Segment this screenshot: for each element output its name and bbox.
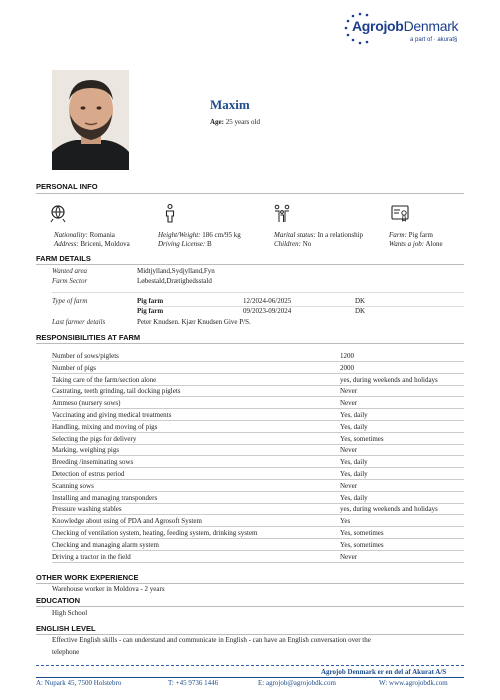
responsibility-row: [52, 458, 464, 467]
responsibility-row: [52, 364, 464, 373]
responsibility-value: yes, during weekends and holidays: [340, 375, 438, 384]
responsibility-value: Never: [340, 481, 358, 490]
divider: [36, 264, 464, 265]
responsibility-row: [52, 553, 464, 562]
responsibility-value: 2000: [340, 363, 354, 372]
responsibility-value: Yes, daily: [340, 422, 368, 431]
responsibility-value: Yes, daily: [340, 470, 368, 478]
row-divider: [52, 526, 464, 527]
section-personal-info: PERSONAL INFO: [36, 182, 98, 191]
responsibility-task: Breeding /inseminating sows: [52, 458, 134, 467]
logo-text: AgrojobDenmark: [352, 18, 459, 34]
responsibility-row: [52, 446, 464, 455]
footer-email[interactable]: E: agrojob@agrojobdk.com: [258, 679, 336, 687]
agrojob-logo: [340, 10, 470, 50]
section-english-level: ENGLISH LEVEL: [36, 624, 96, 633]
nationality-address: Nationality: Romania Address: Briceni, Moldova: [54, 231, 130, 248]
section-other-work: OTHER WORK EXPERIENCE: [36, 573, 139, 582]
row-divider: [52, 385, 464, 386]
height-license: Height/Weight: 186 cm/95 kg Driving License: B: [158, 231, 241, 248]
footer-divider: [36, 665, 464, 666]
responsibility-row: [52, 541, 464, 550]
row-divider: [52, 562, 464, 563]
divider: [36, 606, 464, 607]
responsibility-row: [52, 505, 464, 514]
row-divider: [52, 396, 464, 397]
wanted-area-value: Midtjylland,Sydjylland,Fyn: [137, 267, 215, 275]
farm-period-2: 09/2023-09/2024: [243, 307, 292, 315]
responsibility-task: Selecting the pigs for delivery: [52, 434, 137, 443]
responsibility-value: Yes, sometimes: [340, 434, 384, 443]
english-value-line1: Effective English skills - can understand and communicate in English - can have an English conversation over the: [52, 636, 371, 644]
english-value-line2: telephone: [52, 648, 80, 656]
responsibility-row: [52, 352, 464, 361]
footer-address: A: Nupark 45, 7500 Holstebro: [36, 679, 122, 687]
row-divider: [52, 503, 464, 504]
other-work-value: Warehouse worker in Moldova - 2 years: [52, 585, 165, 593]
responsibility-task: Checking of ventilation system, heating, feeding system, drinking system: [52, 529, 258, 537]
person-height-icon: [160, 203, 180, 223]
divider: [36, 583, 464, 584]
responsibility-task: Checking and managing alarm system: [52, 540, 159, 549]
divider: [137, 306, 464, 307]
responsibility-row: [52, 387, 464, 396]
row-divider: [52, 550, 464, 551]
responsibility-task: Number of sows/piglets: [52, 352, 119, 360]
marital-children: Marital status: In a relationship Children: No: [274, 231, 364, 248]
responsibility-value: Never: [340, 552, 358, 561]
responsibility-value: Never: [340, 399, 358, 408]
responsibility-task: Taking care of the farm/section alone: [52, 375, 157, 384]
responsibility-row: [52, 470, 464, 479]
row-divider: [52, 479, 464, 480]
logo-subtext: a part of · akurat§: [410, 37, 458, 43]
farm-country-2: DK: [355, 307, 366, 315]
responsibility-value: Never: [340, 387, 358, 396]
row-divider: [52, 514, 464, 515]
responsibility-value: Yes, sometimes: [340, 529, 384, 537]
wanted-area-label: Wanted area: [52, 267, 88, 275]
divider: [36, 193, 464, 194]
section-farm-details: FARM DETAILS: [36, 254, 91, 263]
responsibility-value: Yes, sometimes: [340, 540, 384, 549]
responsibility-row: [52, 411, 464, 420]
passport-icon: [48, 203, 68, 223]
footer-phone[interactable]: T: +45 9736 1446: [168, 679, 219, 687]
divider: [36, 343, 464, 344]
row-divider: [52, 420, 464, 421]
responsibility-task: Marking, weighing pigs: [52, 446, 120, 455]
last-farmer-value: Peter Knudsen. Kjær Knudsen Give P/S.: [137, 318, 251, 326]
family-icon: [272, 203, 292, 223]
responsibility-value: yes, during weekends and holidays: [340, 505, 438, 514]
section-responsibilities: RESPONSIBILITIES AT FARM: [36, 333, 141, 342]
responsibility-value: Yes, daily: [340, 493, 368, 502]
responsibility-row: [52, 435, 464, 444]
candidate-age: Age: 25 years old: [210, 118, 260, 126]
responsibility-row: [52, 494, 464, 503]
farm-wants: Farm: Pig farm Wants a job: Alone: [389, 231, 443, 248]
responsibility-row: [52, 482, 464, 491]
responsibility-value: Yes: [340, 517, 351, 526]
last-farmer-label: Last farmer details: [52, 318, 106, 326]
divider: [52, 292, 464, 293]
responsibility-row: [52, 517, 464, 526]
row-divider: [52, 432, 464, 433]
responsibility-value: 1200: [340, 352, 354, 360]
responsibility-row: [52, 529, 464, 538]
row-divider: [52, 491, 464, 492]
responsibility-task: Number of pigs: [52, 363, 96, 372]
responsibility-task: Driving a tractor in the field: [52, 552, 131, 561]
row-divider: [52, 361, 464, 362]
farm-country-1: DK: [355, 297, 366, 305]
responsibility-value: Never: [340, 446, 358, 455]
farm-certificate-icon: [390, 203, 410, 223]
farm-sector-label: Farm Sector: [52, 277, 88, 285]
footer-website[interactable]: W: www.agrojobdk.com: [379, 679, 448, 687]
responsibility-task: Scanning sows: [52, 481, 94, 490]
footer-rule: [36, 677, 464, 678]
education-value: High School: [52, 609, 88, 617]
divider: [36, 634, 464, 635]
section-education: EDUCATION: [36, 596, 81, 605]
row-divider: [52, 408, 464, 409]
candidate-photo: [52, 70, 129, 170]
responsibility-row: [52, 423, 464, 432]
responsibility-row: [52, 376, 464, 385]
type-of-farm-label: Type of farm: [52, 297, 88, 305]
row-divider: [52, 538, 464, 539]
farm-sector-value: Løbestald,Drætighedsstald: [137, 277, 212, 285]
farm-type-1: Pig farm: [137, 297, 164, 305]
row-divider: [52, 455, 464, 456]
responsibility-task: Handling, mixing and moving of pigs: [52, 422, 158, 431]
responsibility-value: Yes, daily: [340, 458, 368, 467]
responsibility-task: Detection of estrus period: [52, 470, 125, 478]
candidate-name: Maxim: [210, 97, 250, 112]
responsibility-task: Castrating, teeth grinding, tail docking piglets: [52, 387, 181, 396]
responsibility-task: Vaccinating and giving medical treatments: [52, 411, 172, 419]
responsibility-task: Installing and managing transponders: [52, 493, 158, 502]
responsibility-task: Ammeso (nursery sows): [52, 399, 121, 408]
footer-company: Agrojob Denmark er en del af Akurat A/S: [321, 668, 447, 676]
responsibility-task: Pressure washing stables: [52, 505, 122, 514]
responsibility-row: [52, 399, 464, 408]
farm-type-2: Pig farm: [137, 307, 164, 315]
row-divider: [52, 444, 464, 445]
farm-period-1: 12/2024-06/2025: [243, 297, 292, 305]
row-divider: [52, 373, 464, 374]
responsibility-task: Knowledge about using of PDA and Agrosoft System: [52, 517, 202, 526]
row-divider: [52, 467, 464, 468]
responsibility-value: Yes, daily: [340, 411, 368, 419]
